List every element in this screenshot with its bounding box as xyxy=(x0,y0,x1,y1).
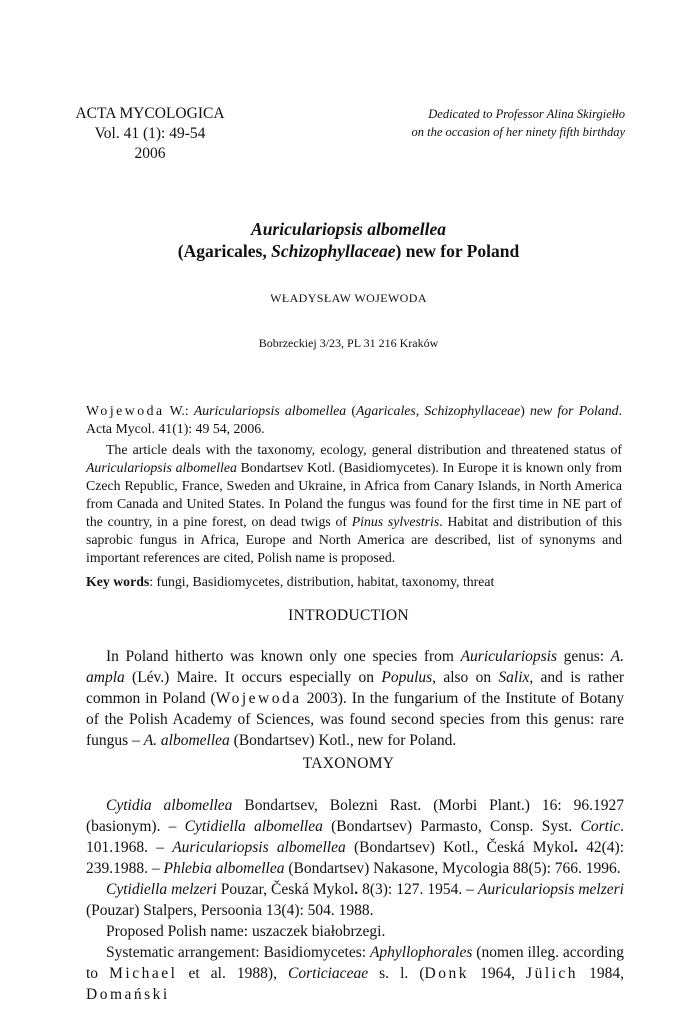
journal-volume: Vol. 41 (1): 49-54 xyxy=(94,125,206,142)
abstract-text: Bondartsev Kotl. (Basidiomycetes). In Europe it is known only from Czech Republic, France, Sweden and Ukraine, in Africa from Canary Islands, in North America from Canada and United States. In Poland the fungus was found for the first time in NE part of the country, in a pine forest, on dead twigs of xyxy=(86,460,623,529)
tax-text: Auriculariopsis melzeri xyxy=(477,881,624,898)
citation-text: new for Poland xyxy=(530,403,619,418)
dedication-line: on the occasion of her ninety fifth birthday xyxy=(411,125,625,139)
intro-text: Auriculariopsis xyxy=(460,648,558,665)
tax-text: 8(3): 127. 1954. – xyxy=(358,881,478,898)
tax-text: Auriculariopsis albomellea xyxy=(172,839,346,856)
journal-year: 2006 xyxy=(134,145,166,162)
tax-text: Aphyllophorales xyxy=(369,944,473,961)
tax-text: (nomen illeg. according to xyxy=(86,944,624,982)
tax-author: Michael xyxy=(109,965,178,982)
author-address: Bobrzeckiej 3/23, PL 31 216 Kraków xyxy=(258,336,439,350)
dedication xyxy=(345,105,625,141)
section-heading-introduction: INTRODUCTION xyxy=(288,607,409,624)
abstract-text: The article deals with the taxonomy, ecology, general distribution and threatened status of xyxy=(106,442,622,457)
intro-text: genus: xyxy=(557,648,611,665)
tax-text: (Pouzar) Stalpers, Persoonia 13(4): 504. 1988. xyxy=(86,902,374,919)
intro-text: Populus xyxy=(381,669,433,686)
tax-text: Phlebia albomellea xyxy=(163,860,285,877)
taxonomy-paragraph xyxy=(86,879,624,921)
keywords-label: Key words xyxy=(86,574,150,589)
tax-text: Corticiaceae xyxy=(288,965,369,982)
tax-text: . xyxy=(574,839,578,856)
intro-author: Wojewoda xyxy=(215,690,302,707)
introduction-paragraph xyxy=(86,646,624,751)
intro-text: (Bondartsev) Kotl., new for Poland. xyxy=(229,732,457,749)
tax-text: Bondartsev, Bolezni Rast. (Morbi Plant.) 16: 96.1927 (basionym). – xyxy=(86,797,624,835)
citation-text: , xyxy=(415,403,425,418)
title-family: Schizophyllaceae xyxy=(271,241,396,261)
tax-text: Pouzar, Česká Mykol xyxy=(216,881,355,898)
citation-text: Agaricales xyxy=(356,403,416,418)
dedication-line: Dedicated to Professor Alina Skirgiełło xyxy=(428,107,625,121)
abstract-text: Auriculariopsis albomellea xyxy=(86,460,237,475)
tax-text: (Bondartsev) Kotl., Česká Mykol xyxy=(345,839,575,856)
intro-text: , and is rather common in Poland ( xyxy=(86,669,624,707)
taxonomy-paragraph xyxy=(86,795,624,879)
intro-text: 2003). In the fungarium of the Institute of Botany of the Polish Academy of Sciences, was found second species from this genus: rare fungus – xyxy=(86,690,624,749)
tax-text: et al. 1988), xyxy=(177,965,289,982)
section-heading-taxonomy: TAXONOMY xyxy=(302,755,395,772)
intro-text: A. albomellea xyxy=(143,732,230,749)
tax-text: . 101.1968. – xyxy=(86,818,624,856)
tax-text: Cytidiella albomellea xyxy=(184,818,323,835)
title-text: (Agaricales, xyxy=(177,241,272,261)
author-name: WŁADYSŁAW WOJEWODA xyxy=(270,291,427,305)
tax-text: 42(4): 239.1988. – xyxy=(86,839,624,877)
tax-text: Cortic xyxy=(580,818,621,835)
tax-text: 1984, xyxy=(578,965,625,982)
title-species: Auriculariopsis albomellea xyxy=(251,219,446,239)
intro-text: In Poland hitherto was known only one species from xyxy=(106,648,461,665)
title-text: ) new for Poland xyxy=(395,241,520,261)
taxonomy-paragraph: Proposed Polish name: uszaczek białobrzegi. xyxy=(106,923,386,940)
tax-text: 1964, xyxy=(469,965,527,982)
citation xyxy=(86,402,622,438)
tax-text: . xyxy=(354,881,359,898)
intro-text: Salix xyxy=(498,669,530,686)
intro-text: A. ampla xyxy=(86,648,624,686)
tax-author: Donk xyxy=(424,965,469,982)
keywords xyxy=(86,573,622,591)
citation-author: Wojewoda xyxy=(86,403,165,418)
intro-text: (Lév.) Maire. It occurs especially on xyxy=(124,669,382,686)
abstract-text: . Habitat and distribution of this saprobic fungus in Africa, Europe and North America are described, list of synonyms and important references are cited, Polish name is proposed. xyxy=(86,514,623,565)
tax-text: Systematic arrangement: Basidiomycetes: xyxy=(106,944,370,961)
journal-header xyxy=(60,104,240,164)
citation-text: ( xyxy=(346,403,356,418)
citation-text: Schizophyllaceae xyxy=(424,403,521,418)
tax-text: Cytidia albomellea xyxy=(106,797,233,814)
intro-text: , also on xyxy=(432,669,499,686)
tax-author: Domański xyxy=(86,986,170,1003)
paper-title xyxy=(0,218,697,240)
abstract xyxy=(86,441,622,567)
keywords-text: : fungi, Basidiomycetes, distribution, habitat, taxonomy, threat xyxy=(149,574,495,589)
citation-text: W.: xyxy=(164,403,194,418)
citation-text: . Acta Mycol. 41(1): 49 54, 2006. xyxy=(86,403,623,436)
paper-subtitle xyxy=(0,240,697,262)
journal-name: ACTA MYCOLOGICA xyxy=(75,105,225,122)
tax-text: s. l. ( xyxy=(368,965,425,982)
taxonomy-section xyxy=(86,795,624,1005)
tax-author: Jülich xyxy=(526,965,579,982)
tax-text: (Bondartsev) Parmasto, Consp. Syst. xyxy=(322,818,581,835)
taxonomy-paragraph xyxy=(86,942,624,1005)
citation-text: Auriculariopsis albomellea xyxy=(193,403,347,418)
tax-text: (Bondartsev) Nakasone, Mycologia 88(5): 766. 1996. xyxy=(284,860,621,877)
citation-text: ) xyxy=(520,403,530,418)
abstract-text: Pinus sylvestris xyxy=(351,514,440,529)
tax-text: Cytidiella melzeri xyxy=(106,881,217,898)
